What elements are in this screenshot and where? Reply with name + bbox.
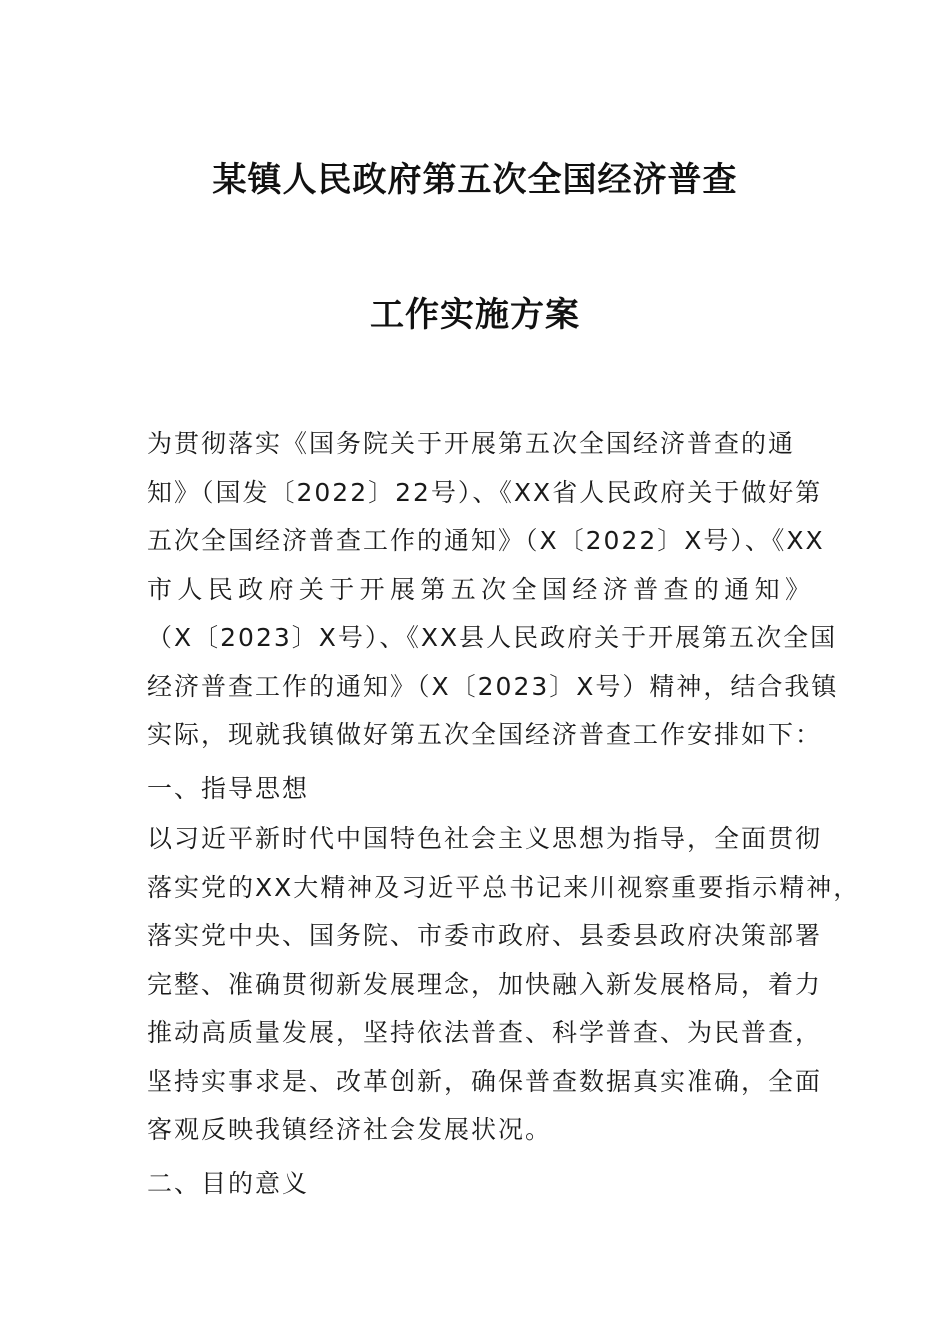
document-title-line-2: 工作实施方案	[370, 295, 580, 335]
paragraph-line: 完整、准确贯彻新发展理念，加快融入新发展格局，着力	[147, 969, 823, 999]
section-heading-text: 二、目的意义	[147, 1169, 310, 1198]
paragraph-line: 落实党的XX大精神及习近平总书记来川视察重要指示精神，	[147, 872, 861, 902]
paragraph-line: 推动高质量发展，坚持依法普查、科学普查、为民普查，	[147, 1018, 823, 1047]
intro-line: 市人民政府关于开展第五次全国经济普查的通知》	[147, 574, 812, 604]
section-heading-text: 一、指导思想	[147, 774, 310, 803]
section-heading-guiding-ideology	[147, 765, 812, 814]
paragraph-line: 以习近平新时代中国特色社会主义思想为指导，全面贯彻	[147, 824, 823, 853]
intro-line: 知》（国发〔2022〕22号）、《XX省人民政府关于做好第	[147, 477, 823, 507]
guiding-ideology-paragraph	[147, 815, 861, 1155]
intro-line: 五次全国经济普查工作的通知》（X〔2022〕X号）、《XX	[147, 526, 825, 555]
document-title-line-1: 某镇人民政府第五次全国经济普查	[212, 160, 738, 200]
intro-paragraph	[147, 420, 839, 760]
section-heading-purpose	[147, 1160, 812, 1209]
intro-line: （X〔2023〕X号）、《XX县人民政府关于开展第五次全国	[147, 623, 838, 652]
intro-line: 实际，现就我镇做好第五次全国经济普查工作安排如下：	[147, 720, 823, 749]
intro-line: 经济普查工作的通知》（X〔2023〕X号）精神，结合我镇	[147, 671, 839, 701]
paragraph-line: 落实党中央、国务院、市委市政府、县委县政府决策部署	[147, 921, 823, 950]
paragraph-line: 客观反映我镇经济社会发展状况。	[147, 1115, 553, 1144]
intro-line: 为贯彻落实《国务院关于开展第五次全国经济普查的通	[147, 429, 796, 458]
paragraph-line: 坚持实事求是、改革创新，确保普查数据真实准确，全面	[147, 1066, 823, 1096]
